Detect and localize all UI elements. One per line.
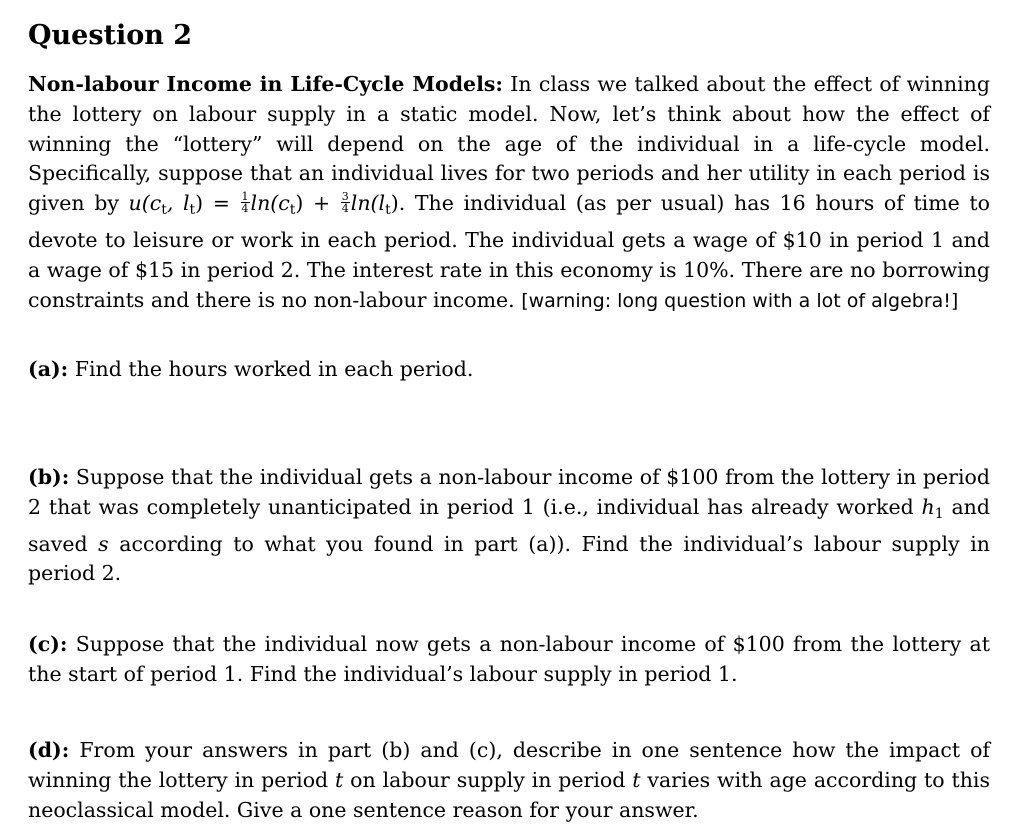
part-c-text: Suppose that the individual now gets a non-labour income of $100 from the lottery at the start of period 1. Find the individual’s labour supply in period 1. — [28, 632, 990, 686]
part-d: (d): From your answers in part (b) and (c), describe in one sentence how the impact of winning the lottery in period t on labour supply in period t varies with age according to this neoclassical model. Give a one sentence reason for your answer. — [28, 738, 990, 822]
warning-note: [warning: long question with a lot of algebra!] — [521, 289, 959, 312]
var-t: t — [335, 767, 344, 792]
question-heading: Question 2 — [28, 20, 193, 51]
var-s: s — [98, 531, 109, 556]
intro-paragraph — [28, 70, 990, 316]
part-a-label: (a): — [28, 357, 69, 381]
part-c — [28, 630, 990, 690]
intro-text-2: The individual (as per usual) has 16 hours of time to devote to leisure or work in each period. The individual gets a wage of $10 in period 1 and a wage of $15 in period 2. The interest rate in this economy is 10%. There are no borrowing constraints and there is no non-labour income. — [28, 191, 990, 312]
fraction-three-quarters: $\frac{3}{4}$ — [341, 190, 349, 216]
utility-formula: $u(c_t$, $l_t$) = $\frac{1}{4}$ $\ln(c_t)$ + $\frac{3}{4}$ $\ln(l_t)$. — [128, 190, 406, 219]
part-a — [28, 355, 990, 385]
intro-label: Non-labour Income in Life-Cycle Models: — [28, 72, 503, 96]
part-b-label: (b): — [28, 465, 70, 489]
part-d-label: (d): — [28, 738, 70, 762]
intro-text-1: In class we talked about the effect of winning the lottery on labour supply in a static model. Now, let’s think about how the effect of winning the “lottery” will depend on the age of the individual in a life-cycle model. Specifically, suppose that an individual lives for two periods and her utility in each period is given by — [28, 72, 990, 216]
part-a-text: Find the hours worked in each period. — [68, 357, 474, 381]
part-c-label: (c): — [28, 632, 68, 656]
var-h: h — [921, 494, 935, 519]
fraction-one-quarter: $\frac{1}{4}$ — [241, 190, 249, 216]
part-b: (b): Suppose that the individual gets a non-labour income of $100 from the lottery in period 2 that was completely unanticipated in period 1 (i.e., individual has already worked $h_1$ and saved s according to what you found in part (a)). Find the individual’s labour supply in period 2. — [28, 465, 990, 586]
var-t: t — [632, 767, 641, 792]
